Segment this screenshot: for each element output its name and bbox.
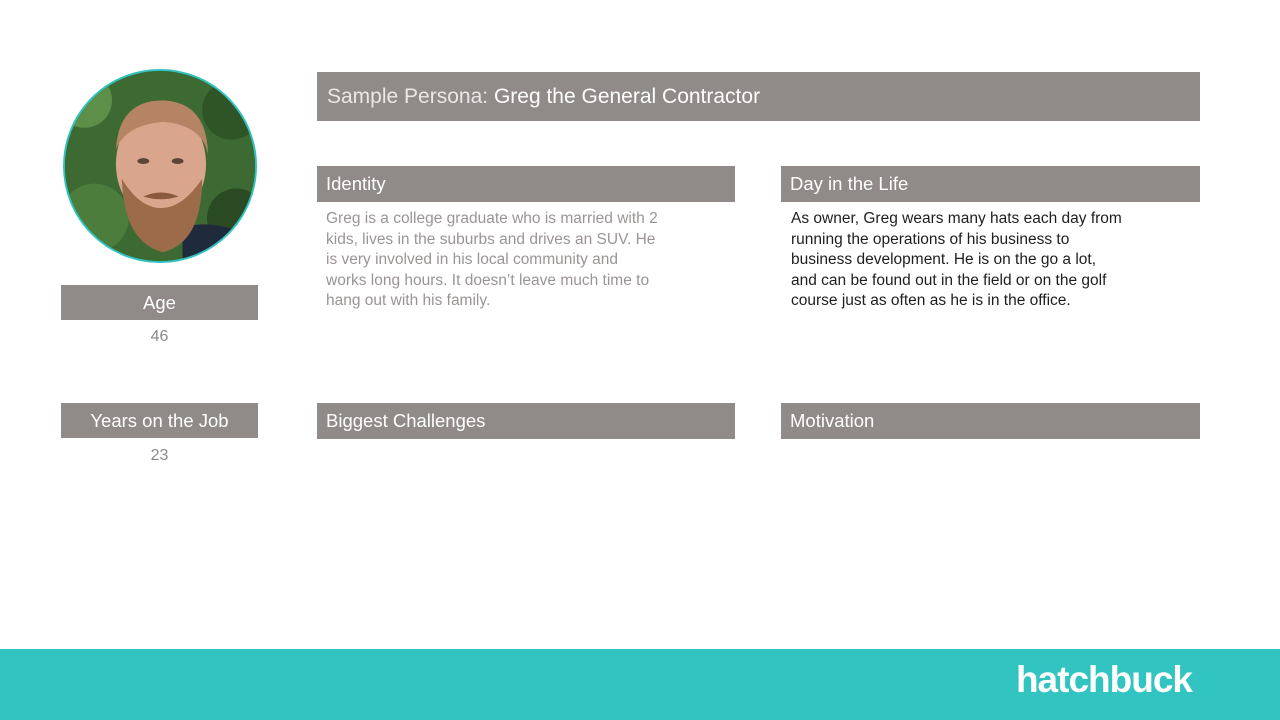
persona-title-name: Greg the General Contractor: [493, 84, 761, 108]
hatchbuck-logo: hatchbuck: [1015, 659, 1192, 700]
day-in-life-line: course just as often as he is in the office.: [791, 292, 1071, 309]
identity-line: works long hours. It doesn’t leave much time to: [326, 271, 650, 289]
day-in-life-heading: Day in the Life: [781, 166, 1200, 202]
day-in-life-description: [791, 209, 1195, 312]
identity-description: [326, 209, 730, 312]
day-in-life-line: business development. He is on the go a lot,: [791, 251, 1097, 268]
years-on-job-value: 23: [150, 447, 169, 464]
footer-band: [0, 649, 1280, 720]
motivation-heading: Motivation: [781, 403, 1200, 439]
persona-photo-icon: [65, 71, 255, 261]
years-on-job-label: Years on the Job: [61, 403, 258, 438]
persona-title-bar: [317, 72, 1200, 121]
day-in-life-line: As owner, Greg wears many hats each day from: [791, 210, 1122, 227]
identity-line: Greg is a college graduate who is married with 2: [326, 210, 658, 227]
age-value: 46: [150, 328, 169, 345]
identity-line: is very involved in his local community and: [326, 251, 619, 268]
biggest-challenges-heading: Biggest Challenges: [317, 403, 735, 439]
identity-heading: Identity: [317, 166, 735, 202]
age-label: Age: [61, 285, 258, 320]
day-in-life-line: and can be found out in the field or on the golf: [791, 271, 1107, 289]
day-in-life-line: running the operations of his business to: [791, 230, 1070, 248]
persona-title-prefix: Sample Persona:: [327, 84, 489, 108]
persona-avatar: [63, 69, 257, 263]
identity-line: kids, lives in the suburbs and drives an SUV. He: [326, 230, 656, 248]
identity-line: hang out with his family.: [326, 292, 491, 309]
